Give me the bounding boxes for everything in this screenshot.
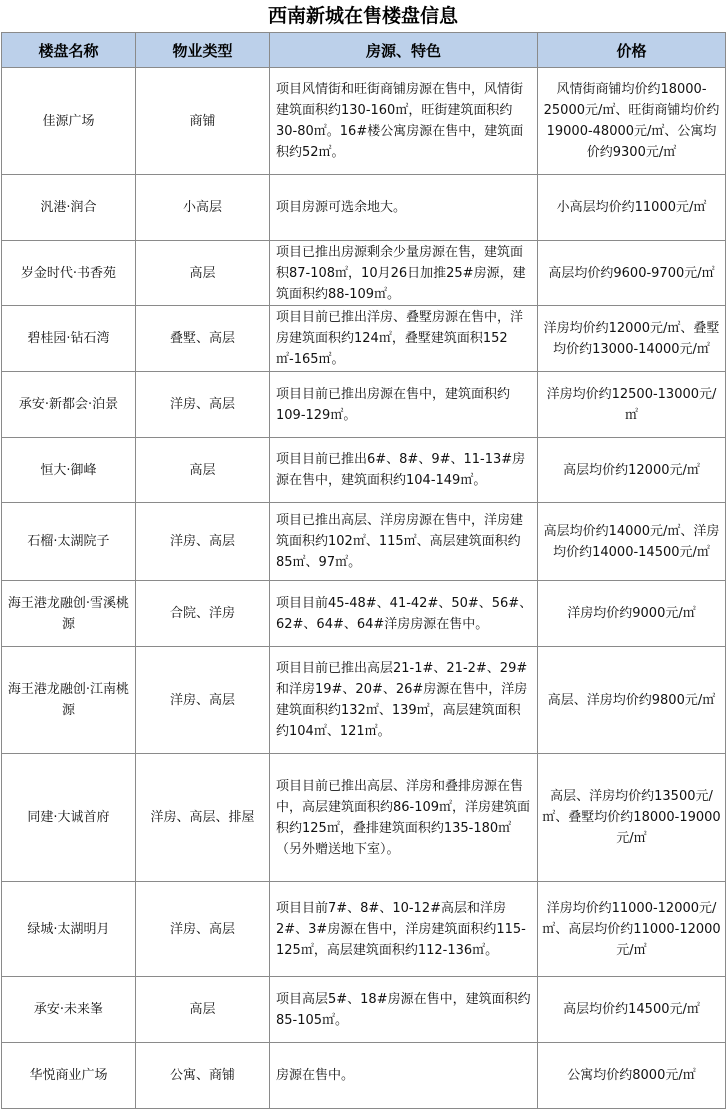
property-name: 石榴·太湖院子 [2, 503, 136, 581]
property-price: 公寓均价约8000元/㎡ [538, 1043, 726, 1109]
property-type: 高层 [136, 241, 270, 306]
property-name: 碧桂园·钻石湾 [2, 306, 136, 372]
property-price: 小高层均价约11000元/㎡ [538, 175, 726, 241]
table-row [2, 241, 726, 306]
table-header-row [2, 33, 726, 68]
property-type: 洋房、高层 [136, 372, 270, 438]
property-type: 洋房、高层 [136, 503, 270, 581]
table-row [2, 882, 726, 977]
property-name: 汎港·润合 [2, 175, 136, 241]
property-type: 公寓、商铺 [136, 1043, 270, 1109]
property-feature: 项目目前已推出高层21-1#、21-2#、29#和洋房19#、20#、26#房源在售中，洋房建筑面积约132㎡、139㎡，高层建筑面积约104㎡、121㎡。 [270, 647, 538, 754]
property-price: 洋房均价约9000元/㎡ [538, 581, 726, 647]
header-type: 物业类型 [136, 33, 270, 68]
property-feature: 项目房源可选余地大。 [270, 175, 538, 241]
property-name: 海王港龙融创·雪溪桃源 [2, 581, 136, 647]
property-price: 风情街商铺均价约18000-25000元/㎡、旺街商铺均价约19000-48000元/㎡、公寓均价约9300元/㎡ [538, 68, 726, 175]
property-feature: 项目目前已推出6#、8#、9#、11-13#房源在售中，建筑面积约104-149㎡。 [270, 438, 538, 503]
property-feature: 项目已推出高层、洋房房源在售中，洋房建筑面积约102㎡、115㎡、高层建筑面积约85㎡、97㎡。 [270, 503, 538, 581]
page-title: 西南新城在售楼盘信息 [267, 5, 458, 27]
property-price: 高层均价约9600-9700元/㎡ [538, 241, 726, 306]
header-price: 价格 [538, 33, 726, 68]
property-name: 绿城·太湖明月 [2, 882, 136, 977]
table-row [2, 306, 726, 372]
property-type: 合院、洋房 [136, 581, 270, 647]
table-row [2, 977, 726, 1043]
property-name: 同建·大诚首府 [2, 754, 136, 882]
property-name: 海王港龙融创·江南桃源 [2, 647, 136, 754]
property-feature: 项目高层5#、18#房源在售中，建筑面积约85-105㎡。 [270, 977, 538, 1043]
property-price: 高层均价约14500元/㎡ [538, 977, 726, 1043]
property-feature: 项目目前已推出房源在售中，建筑面积约109-129㎡。 [270, 372, 538, 438]
table-row [2, 581, 726, 647]
property-feature: 项目目前45-48#、41-42#、50#、56#、62#、64#、64#洋房房源在售中。 [270, 581, 538, 647]
property-table [1, 32, 726, 1109]
property-price: 高层、洋房均价约9800元/㎡ [538, 647, 726, 754]
property-feature: 项目已推出房源剩余少量房源在售，建筑面积87-108㎡，10月26日加推25#房源，建筑面积约88-109㎡。 [270, 241, 538, 306]
property-type: 商铺 [136, 68, 270, 175]
table-row [2, 372, 726, 438]
property-price: 洋房均价约11000-12000元/㎡、高层均价约11000-12000元/㎡ [538, 882, 726, 977]
property-price: 高层、洋房均价约13500元/㎡、叠墅均价约18000-19000元/㎡ [538, 754, 726, 882]
property-name: 恒大·御峰 [2, 438, 136, 503]
property-name: 佳源广场 [2, 68, 136, 175]
property-name: 承安·新都会·泊景 [2, 372, 136, 438]
property-type: 高层 [136, 438, 270, 503]
property-feature: 项目目前已推出洋房、叠墅房源在售中，洋房建筑面积约124㎡，叠墅建筑面积152㎡-165㎡。 [270, 306, 538, 372]
property-name: 岁金时代·书香苑 [2, 241, 136, 306]
header-feature: 房源、特色 [270, 33, 538, 68]
property-price: 洋房均价约12000元/㎡、叠墅均价约13000-14000元/㎡ [538, 306, 726, 372]
property-feature: 房源在售中。 [270, 1043, 538, 1109]
table-row [2, 647, 726, 754]
property-feature: 项目目前已推出高层、洋房和叠排房源在售中，高层建筑面积约86-109㎡，洋房建筑面积约125㎡，叠排建筑面积约135-180㎡（另外赠送地下室）。 [270, 754, 538, 882]
property-type: 高层 [136, 977, 270, 1043]
table-row [2, 175, 726, 241]
table-row [2, 503, 726, 581]
table-row [2, 1043, 726, 1109]
property-feature: 项目风情街和旺街商铺房源在售中，风情街建筑面积约130-160㎡，旺街建筑面积约30-80㎡。16#楼公寓房源在售中，建筑面积约52㎡。 [270, 68, 538, 175]
property-type: 叠墅、高层 [136, 306, 270, 372]
property-name: 华悦商业广场 [2, 1043, 136, 1109]
property-type: 洋房、高层 [136, 882, 270, 977]
table-row [2, 68, 726, 175]
table-row [2, 754, 726, 882]
property-name: 承安·未来峯 [2, 977, 136, 1043]
property-type: 小高层 [136, 175, 270, 241]
property-price: 高层均价约12000元/㎡ [538, 438, 726, 503]
property-price: 洋房均价约12500-13000元/㎡ [538, 372, 726, 438]
property-type: 洋房、高层、排屋 [136, 754, 270, 882]
property-type: 洋房、高层 [136, 647, 270, 754]
property-price: 高层均价约14000元/㎡、洋房均价约14000-14500元/㎡ [538, 503, 726, 581]
property-feature: 项目目前7#、8#、10-12#高层和洋房2#、3#房源在售中，洋房建筑面积约115-125㎡，高层建筑面积约112-136㎡。 [270, 882, 538, 977]
table-row [2, 438, 726, 503]
header-name: 楼盘名称 [2, 33, 136, 68]
